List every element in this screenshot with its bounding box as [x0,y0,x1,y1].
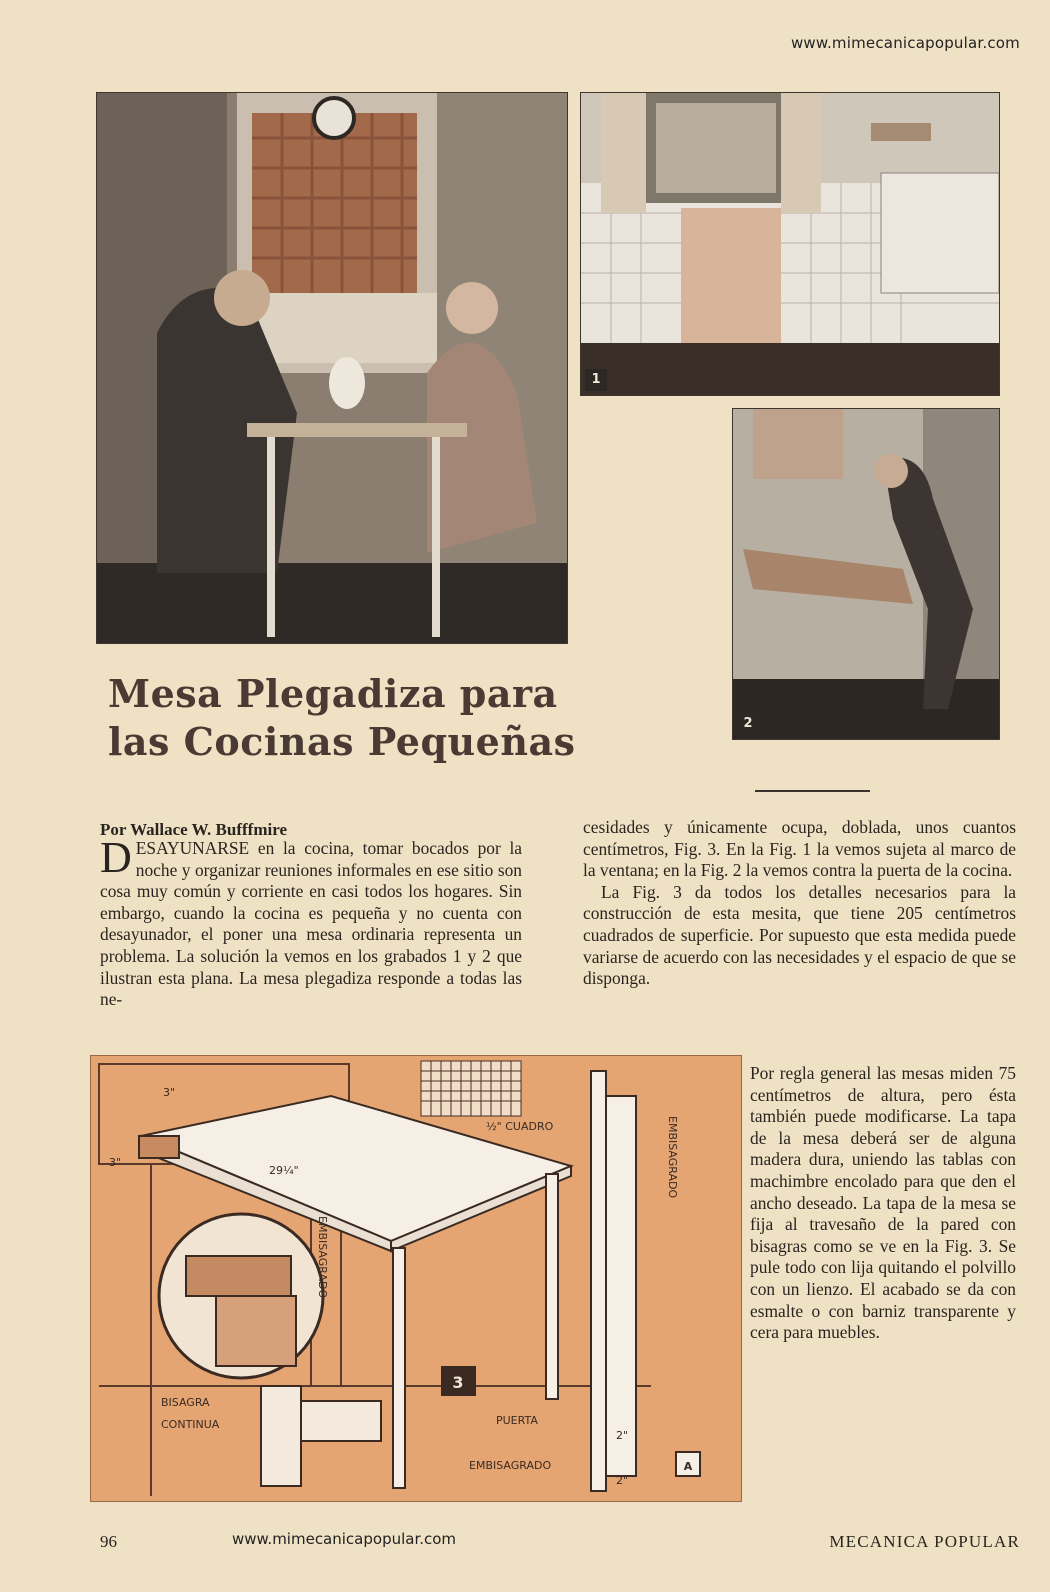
dim-2in-b: 2" [616,1474,629,1487]
embisagrado-label-1: EMBISAGRADO [316,1216,329,1299]
article-column-1 [100,833,522,1011]
byline: Por Wallace W. Bufffmire [100,820,287,839]
col1-text: ESAYUNARSE en la cocina, tomar bocados por la noche y organizar reuniones informales en ese sitio son cosa muy común y corriente en casi todos los hogares. Sin embargo, cuando la cocina es pequeña y no cuenta con desayunador, el poner una mesa ordinaria representa un problema. La solución la vemos en los grabados 1 y 2 que ilustran esta plana. La mesa plegadiza responde a todas las ne- [100,838,522,1010]
puerta-label: PUERTA [496,1414,538,1427]
header-site-url[interactable]: www.mimecanicapopular.com [790,34,1020,52]
grid-label: ½" CUADRO [486,1120,554,1133]
title-line-1: Mesa Plegadiza para [108,671,558,716]
dim-width: 29¼" [269,1164,299,1177]
embisagrado-bottom-label: EMBISAGRADO [469,1459,552,1472]
photo-fig1-window-table [580,92,1000,396]
dim-3in-side: 3" [109,1156,122,1169]
col2-paragraph-1: cesidades y únicamente ocupa, doblada, unos cuantos centímetros, Fig. 3. En la Fig. 1 la vemos sujeta al marco de la ventana; en la Fig. 2 la vemos contra la puerta de la cocina. [583,817,1016,881]
col2-paragraph-2: La Fig. 3 da todos los detalles necesarios para la construcción de esta mesita, que tiene 205 centímetros cuadrados de superficie. Por supuesto que esta medida puede variarse de acuerdo con las necesidades y el espacio de que se disponga. [583,881,1016,989]
article-column-3 [750,1063,1016,1344]
inset-letter: A [683,1460,693,1473]
page-number: 96 [100,1532,117,1551]
fig3-number: 3 [452,1373,464,1392]
article-title [108,670,628,766]
decorative-rule [755,790,870,792]
magazine-name: MECANICA POPULAR [829,1532,1020,1551]
bisagra-label-2: CONTINUA [161,1418,220,1431]
photo-fig2-door-table [732,408,1000,740]
diagram-fig3-construction [90,1055,742,1502]
bisagra-label-1: BISAGRA [161,1396,210,1409]
article-column-2 [583,817,1016,990]
photo-couple-breakfast [96,92,568,644]
title-line-2: las Cocinas Pequeñas [108,719,576,764]
col3-text: Por regla general las mesas miden 75 centímetros de altura, pero ésta también puede modificarse. La tapa de la mesa deberá ser de alguna madera dura, uniendo las tablas con machimbre encolado para que den el ancho deseado. La tapa de la mesa se fija al travesaño de la pared con bisagras como se ve en la Fig. 3. Se pule todo con lija quitando el polvillo con un lienzo. El acabado se da con esmalte o con barniz transparente y cera para muebles. [750,1063,1016,1343]
dim-2in-a: 2" [616,1429,629,1442]
dim-3in-top: 3" [163,1086,176,1099]
drop-cap: D [100,833,132,882]
footer-site-url[interactable]: www.mimecanicapopular.com [232,1530,457,1548]
side-view-profile [591,1071,636,1491]
grid-pattern [421,1061,521,1116]
fig2-number-tag: 2 [737,713,759,735]
embisagrado-label-2: EMBISAGRADO [666,1116,679,1199]
fig1-number-tag: 1 [585,369,607,391]
